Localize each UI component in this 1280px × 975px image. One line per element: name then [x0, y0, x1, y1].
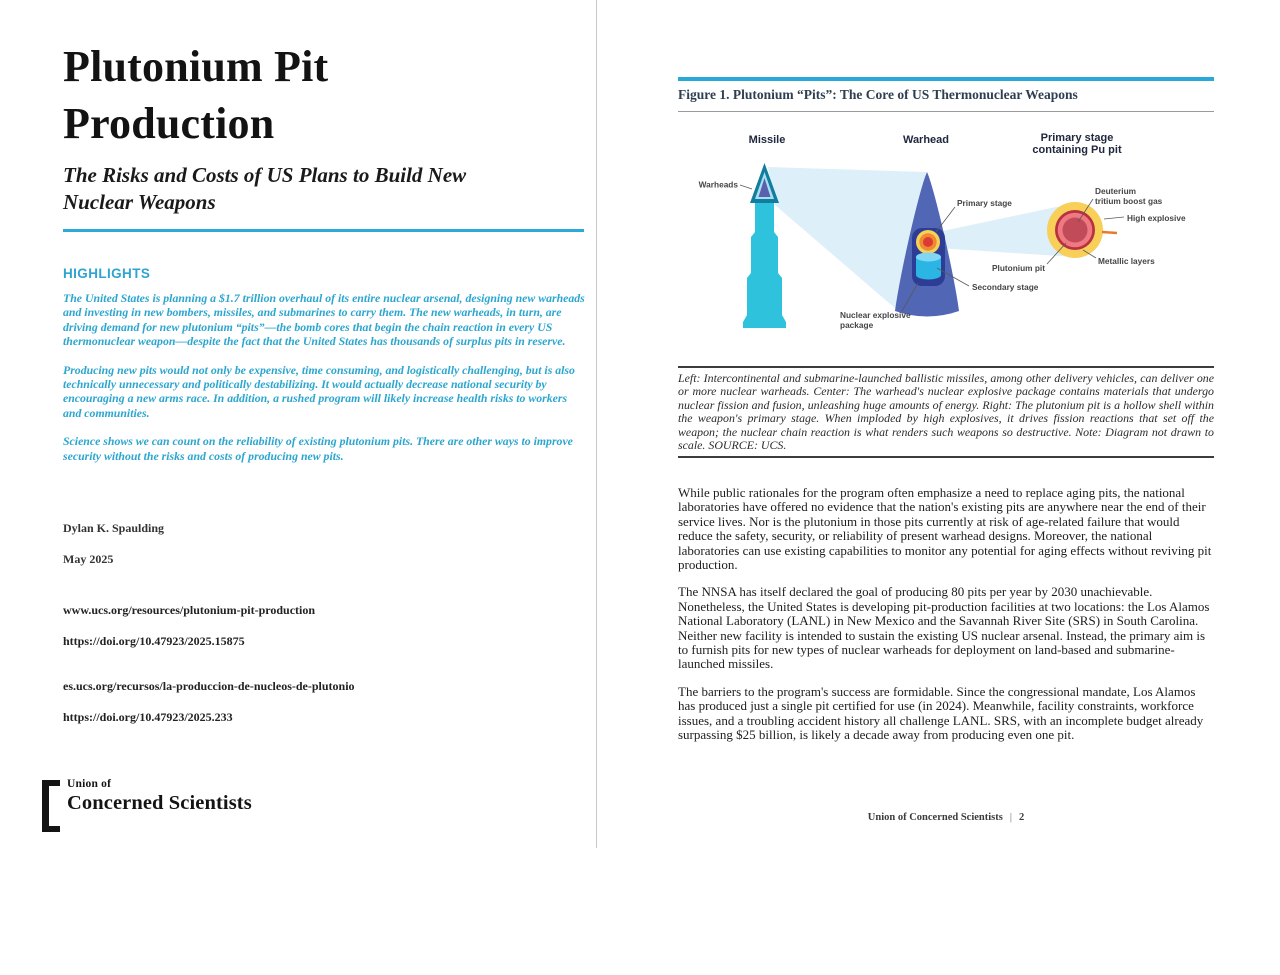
figure-caption-block [678, 366, 1214, 458]
primary-stage-core [923, 237, 933, 247]
label-high-explosive: High explosive [1127, 213, 1186, 223]
figure-accent-bar [678, 77, 1214, 81]
leader-warheads [740, 185, 752, 189]
weapons-diagram [678, 115, 1214, 365]
leader-high-explosive [1104, 217, 1124, 219]
label-deuterium-line1: Deuterium [1095, 186, 1137, 196]
resource-links [63, 603, 543, 741]
label-deuterium-line2: tritium boost gas [1095, 196, 1163, 206]
caption-rule-top [678, 366, 1214, 368]
caption-rule-bottom [678, 456, 1214, 458]
report-subtitle-line2: Nuclear Weapons [63, 190, 216, 214]
highlights-section [63, 266, 587, 463]
logo-text-bottom: Concerned Scientists [67, 791, 252, 814]
page-footer [678, 812, 1214, 823]
label-secondary-stage: Secondary stage [972, 282, 1039, 292]
title-accent-rule [63, 229, 584, 232]
footer-page-number: 2 [1018, 812, 1025, 823]
figure-hairline [678, 111, 1214, 112]
label-primary-stage: Primary stage [957, 198, 1012, 208]
logo-bracket-icon [42, 780, 60, 832]
author-name: Dylan K. Spaulding [63, 521, 165, 535]
label-plutonium-pit: Plutonium pit [992, 263, 1045, 273]
doi-link-es[interactable]: https://doi.org/10.47923/2025.233 [63, 710, 233, 724]
body-text [678, 486, 1214, 756]
footer-org: Union of Concerned Scientists [867, 812, 1003, 823]
publication-date: May 2025 [63, 552, 114, 566]
resource-url-es[interactable]: es.ucs.org/recursos/la-produccion-de-nucleos-de-plutonio [63, 679, 355, 693]
diagram-header-primary-line1: Primary stage [1040, 132, 1114, 144]
label-nep-line2: package [840, 320, 874, 330]
doi-link-en[interactable]: https://doi.org/10.47923/2025.15875 [63, 634, 245, 648]
diagram-header-primary-line2: containing Pu pit [1032, 144, 1122, 156]
report-title-line2: Production [63, 99, 275, 148]
label-metallic-layers: Metallic layers [1098, 256, 1155, 266]
logo-text [67, 779, 252, 813]
diagram-header-warhead: Warhead [902, 134, 950, 146]
label-warheads: Warheads [698, 179, 738, 190]
high-explosive-stub [1102, 232, 1117, 233]
highlights-paragraph-1: The United States is planning a $1.7 trillion overhaul of its entire nuclear arsenal, designing new warheads and investing in new bombers, missiles, and submarines to carry them. The new warheads, in turn, are driving demand for new plutonium “pits”—the bomb cores that begin the chain reaction in every US thermonuclear weapon—despite the fact that the United States has thousands of surplus pits in reserve. [63, 291, 585, 349]
resource-url[interactable]: www.ucs.org/resources/plutonium-pit-production [63, 603, 316, 617]
report-title [63, 38, 585, 152]
secondary-stage-cylinder-top [916, 253, 941, 262]
body-paragraph-1: While public rationales for the program often emphasize a need to replace aging pits, the national laboratories have offered no evidence that the nation's existing pits are anywhere near the end of their service lives. Nor is the plutonium in those pits currently at risk of age-related failure that would reduce the safety, security, or reliability of present warhead designs. Moreover, the national laboratories can use existing capabilities to monitor any potential for aging effects without reviving pit production. [678, 485, 1212, 573]
highlights-paragraph-2: Producing new pits would not only be expensive, time consuming, and logistically challenging, but is also technically unnecessary and politically destabilizing. It would actually decrease national security by encouraging a new arms race. In addition, a rushed program will likely increase health risks to workers and communities. [63, 362, 575, 420]
byline [63, 521, 463, 567]
pit-boost-gas-core [1063, 218, 1088, 243]
body-paragraph-2: The NNSA has itself declared the goal of producing 80 pits per year by 2030 unachievable. Nonetheless, the United States is developing pit-production facilities at two locations: the Los Alamos National Laboratory (LANL) in New Mexico and the Savannah River Site (SRS) in South Carolina. Neither new facility is intended to sustain the existing US nuclear arsenal. Instead, the primary aim is to furnish pits for new types of nuclear warheads for deployment on land-based and submarine-launched missiles. [678, 584, 1210, 672]
report-title-line1: Plutonium Pit [63, 42, 329, 91]
logo-text-top: Union of [67, 778, 112, 790]
missile-body [743, 202, 786, 328]
label-nep-line1: Nuclear explosive [840, 310, 911, 320]
figure-caption: Left: Intercontinental and submarine-launched ballistic missiles, among other delivery vehicles, can deliver one or more nuclear warheads. Center: The warhead's nuclear explosive package contains materials that undergo nuclear fission and fusion, unleashing huge amounts of energy. Right: The plutonium pit is a hollow shell within the weapon's primary stage. When imploded by high explosives, it drives fission reactions that set off the weapon; the nuclear chain reaction is what renders such weapons so destructive. Note: Diagram not drawn to scale. SOURCE: UCS. [678, 371, 1214, 453]
body-paragraph-3: The barriers to the program's success are formidable. Since the congressional mandate, Los Alamos has produced just a single pit certified for use (in 2024). Meanwhile, facility constraints, workforce issues, and a troubling accident history all challenge LANL. SRS, with an incomplete budget already surpassing $25 billion, is likely a decade away from producing even one pit. [678, 683, 1204, 743]
figure-diagram [678, 115, 1214, 365]
report-subtitle [63, 162, 585, 216]
diagram-header-missile: Missile [748, 134, 786, 146]
footer-separator: | [1009, 812, 1012, 823]
figure-title: Figure 1. Plutonium “Pits”: The Core of US Thermonuclear Weapons [678, 87, 1078, 102]
cover-header [63, 38, 585, 232]
highlights-paragraph-3: Science shows we can count on the reliability of existing plutonium pits. There are other ways to improve security without the risks and costs of producing new pits. [63, 434, 573, 463]
highlights-heading: HIGHLIGHTS [63, 266, 151, 281]
figure-header [678, 77, 1214, 112]
ucs-logo [42, 779, 252, 832]
page-divider [596, 0, 597, 848]
report-subtitle-line1: The Risks and Costs of US Plans to Build New [63, 163, 467, 187]
